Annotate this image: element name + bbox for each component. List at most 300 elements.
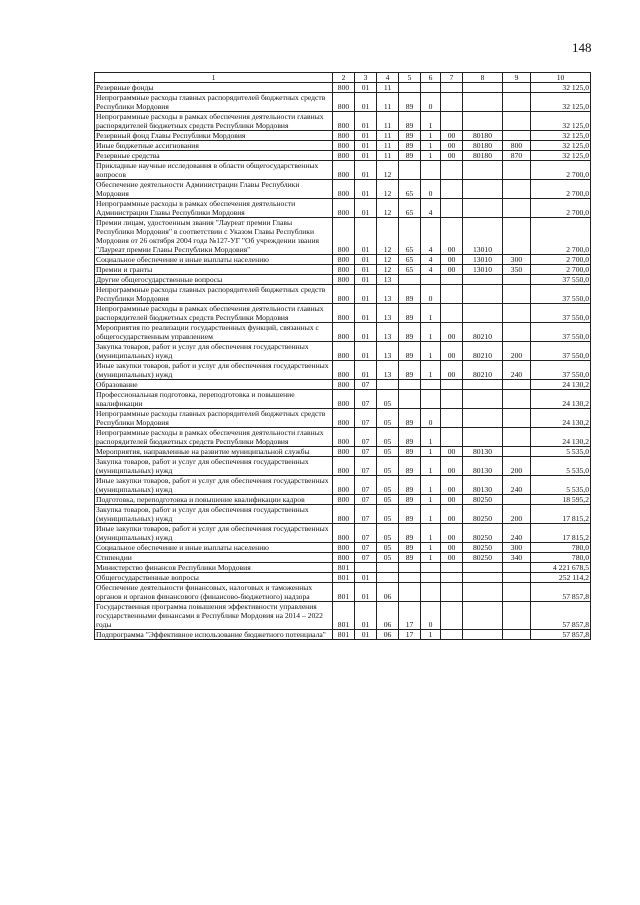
- table-row: [95, 285, 591, 304]
- code-cell: 200: [503, 505, 531, 524]
- code-cell: 01: [355, 630, 377, 640]
- code-cell: 00: [441, 447, 463, 457]
- row-name-cell: Подготовка, переподготовка и повышение квалификации кадров: [95, 495, 333, 505]
- code-cell: 07: [355, 553, 377, 563]
- row-name-cell: Иные бюджетные ассигнования: [95, 141, 333, 151]
- amount-cell: 32 125,0: [531, 112, 591, 131]
- code-cell: [503, 83, 531, 93]
- amount-cell: 57 857,8: [531, 583, 591, 602]
- row-name-cell: Резервные фонды: [95, 83, 333, 93]
- code-cell: 07: [355, 476, 377, 495]
- table-row: [95, 505, 591, 524]
- row-name-cell: Закупка товаров, работ и услуг для обеспечения государственных (муниципальных) нужд: [95, 505, 333, 524]
- table-row: [95, 361, 591, 380]
- code-cell: 00: [441, 151, 463, 161]
- code-cell: 12: [377, 199, 399, 218]
- table-row: [95, 573, 591, 583]
- row-name-cell: Резервные средства: [95, 151, 333, 161]
- code-cell: [421, 275, 441, 285]
- code-cell: 800: [333, 218, 355, 255]
- code-cell: 13: [377, 275, 399, 285]
- code-cell: [503, 199, 531, 218]
- row-name-cell: Непрограммные расходы в рамках обеспечения деятельности главных распорядителей бюджетных средств Республики Мордовия: [95, 428, 333, 447]
- code-cell: 05: [377, 476, 399, 495]
- code-cell: 07: [355, 524, 377, 543]
- code-cell: 200: [503, 457, 531, 476]
- code-cell: 01: [355, 583, 377, 602]
- code-cell: 800: [333, 83, 355, 93]
- code-cell: 89: [399, 131, 421, 141]
- code-cell: [503, 428, 531, 447]
- code-cell: 00: [441, 361, 463, 380]
- row-name-cell: Непрограммные расходы главных распорядителей бюджетных средств Республики Мордовия: [95, 409, 333, 428]
- code-cell: 07: [355, 409, 377, 428]
- code-cell: [503, 409, 531, 428]
- code-cell: [441, 161, 463, 180]
- code-cell: [377, 380, 399, 390]
- code-cell: 1: [421, 505, 441, 524]
- code-cell: 300: [503, 543, 531, 553]
- code-cell: 89: [399, 93, 421, 112]
- code-cell: [399, 583, 421, 602]
- code-cell: 800: [333, 447, 355, 457]
- code-cell: 01: [355, 131, 377, 141]
- code-cell: 800: [333, 323, 355, 342]
- code-cell: 89: [399, 409, 421, 428]
- table-row: [95, 428, 591, 447]
- code-cell: 01: [355, 323, 377, 342]
- code-cell: 800: [333, 141, 355, 151]
- table-row: [95, 161, 591, 180]
- code-cell: 1: [421, 151, 441, 161]
- code-cell: 89: [399, 151, 421, 161]
- amount-cell: 37 550,0: [531, 304, 591, 323]
- table-row: [95, 495, 591, 505]
- code-cell: 12: [377, 255, 399, 265]
- code-cell: 800: [333, 265, 355, 275]
- code-cell: 80250: [463, 524, 503, 543]
- code-cell: 800: [333, 161, 355, 180]
- table-header-row: [95, 73, 591, 83]
- code-cell: 00: [441, 495, 463, 505]
- code-cell: 01: [355, 218, 377, 255]
- code-cell: 65: [399, 218, 421, 255]
- row-name-cell: Непрограммные расходы в рамках обеспечения деятельности главных распорядителей бюджетных средств Республики Мордовия: [95, 112, 333, 131]
- code-cell: 89: [399, 543, 421, 553]
- code-cell: 1: [421, 495, 441, 505]
- code-cell: 1: [421, 342, 441, 361]
- code-cell: 240: [503, 524, 531, 543]
- code-cell: [463, 180, 503, 199]
- code-cell: [503, 630, 531, 640]
- code-cell: 12: [377, 161, 399, 180]
- column-header: 6: [421, 73, 441, 83]
- row-name-cell: Образование: [95, 380, 333, 390]
- code-cell: 89: [399, 476, 421, 495]
- code-cell: 00: [441, 553, 463, 563]
- table-row: [95, 409, 591, 428]
- code-cell: 800: [333, 131, 355, 141]
- code-cell: 13: [377, 361, 399, 380]
- code-cell: 801: [333, 630, 355, 640]
- code-cell: [463, 573, 503, 583]
- code-cell: [441, 275, 463, 285]
- code-cell: 65: [399, 199, 421, 218]
- code-cell: 89: [399, 285, 421, 304]
- code-cell: 1: [421, 447, 441, 457]
- code-cell: [463, 275, 503, 285]
- code-cell: [399, 380, 421, 390]
- code-cell: 80210: [463, 361, 503, 380]
- row-name-cell: Непрограммные расходы в рамках обеспечения деятельности Администрации Главы Республики Мордовия: [95, 199, 333, 218]
- row-name-cell: Другие общегосударственные вопросы: [95, 275, 333, 285]
- amount-cell: 24 130,2: [531, 380, 591, 390]
- code-cell: 240: [503, 476, 531, 495]
- code-cell: [399, 390, 421, 409]
- code-cell: [421, 390, 441, 409]
- column-header: 10: [531, 73, 591, 83]
- code-cell: 89: [399, 457, 421, 476]
- code-cell: [503, 390, 531, 409]
- column-header: 7: [441, 73, 463, 83]
- code-cell: [441, 93, 463, 112]
- table-body: [95, 83, 591, 640]
- code-cell: 07: [355, 505, 377, 524]
- row-name-cell: Профессиональная подготовка, переподготовка и повышение квалификации: [95, 390, 333, 409]
- row-name-cell: Общегосударственные вопросы: [95, 573, 333, 583]
- column-header: 8: [463, 73, 503, 83]
- code-cell: 00: [441, 543, 463, 553]
- code-cell: 00: [441, 255, 463, 265]
- code-cell: 01: [355, 255, 377, 265]
- amount-cell: 57 857,8: [531, 602, 591, 630]
- row-name-cell: Государственная программа повышения эффективности управления государственными финансами в Республике Мордовия на 2014 – 2022 годы: [95, 602, 333, 630]
- table-row: [95, 583, 591, 602]
- code-cell: 05: [377, 409, 399, 428]
- code-cell: 00: [441, 141, 463, 151]
- code-cell: 800: [333, 275, 355, 285]
- table-row: [95, 524, 591, 543]
- code-cell: 00: [441, 342, 463, 361]
- code-cell: 00: [441, 131, 463, 141]
- code-cell: [463, 285, 503, 304]
- code-cell: 800: [333, 543, 355, 553]
- code-cell: 07: [355, 390, 377, 409]
- code-cell: 80210: [463, 323, 503, 342]
- code-cell: 800: [333, 151, 355, 161]
- row-name-cell: Иные закупки товаров, работ и услуг для обеспечения государственных (муниципальных) нужд: [95, 524, 333, 543]
- code-cell: [441, 602, 463, 630]
- row-name-cell: Мероприятия по реализации государственных функций, связанных с общегосударственным управлением: [95, 323, 333, 342]
- code-cell: 07: [355, 543, 377, 553]
- table-row: [95, 553, 591, 563]
- row-name-cell: Социальное обеспечение и иные выплаты населению: [95, 543, 333, 553]
- code-cell: 11: [377, 83, 399, 93]
- code-cell: 00: [441, 476, 463, 495]
- amount-cell: 2 700,0: [531, 199, 591, 218]
- code-cell: 13: [377, 304, 399, 323]
- table-row: [95, 323, 591, 342]
- code-cell: [441, 630, 463, 640]
- code-cell: 800: [503, 141, 531, 151]
- code-cell: [503, 447, 531, 457]
- code-cell: 01: [355, 275, 377, 285]
- code-cell: [503, 131, 531, 141]
- code-cell: 80130: [463, 457, 503, 476]
- code-cell: [463, 563, 503, 573]
- code-cell: [463, 409, 503, 428]
- code-cell: [355, 563, 377, 573]
- row-name-cell: Премии лицам, удостоенным звания "Лауреат премии Главы Республики Мордовия" в соответствии с Указом Главы Республики Мордовия от 26 октября 2004 года №127-УГ "Об учреждении звания "Лауреат премии Главы Республики Мордовия": [95, 218, 333, 255]
- code-cell: 11: [377, 112, 399, 131]
- amount-cell: 57 857,8: [531, 630, 591, 640]
- code-cell: 12: [377, 180, 399, 199]
- code-cell: 00: [441, 457, 463, 476]
- amount-cell: 37 550,0: [531, 342, 591, 361]
- code-cell: [463, 83, 503, 93]
- code-cell: 89: [399, 524, 421, 543]
- table-row: [95, 265, 591, 275]
- code-cell: 0: [421, 285, 441, 304]
- code-cell: [463, 630, 503, 640]
- code-cell: 80250: [463, 543, 503, 553]
- row-name-cell: Мероприятия, направленные на развитие муниципальной службы: [95, 447, 333, 457]
- row-name-cell: Иные закупки товаров, работ и услуг для обеспечения государственных (муниципальных) нужд: [95, 361, 333, 380]
- code-cell: 01: [355, 199, 377, 218]
- code-cell: 200: [503, 342, 531, 361]
- table-row: [95, 93, 591, 112]
- code-cell: 01: [355, 161, 377, 180]
- code-cell: 4: [421, 199, 441, 218]
- code-cell: 01: [355, 265, 377, 275]
- code-cell: 89: [399, 323, 421, 342]
- row-name-cell: Подпрограмма "Эффективное использование бюджетного потенциала": [95, 630, 333, 640]
- table-row: [95, 112, 591, 131]
- code-cell: 80250: [463, 495, 503, 505]
- amount-cell: 32 125,0: [531, 151, 591, 161]
- code-cell: [421, 563, 441, 573]
- code-cell: 1: [421, 524, 441, 543]
- code-cell: 11: [377, 131, 399, 141]
- code-cell: [441, 390, 463, 409]
- code-cell: 0: [421, 409, 441, 428]
- code-cell: 65: [399, 265, 421, 275]
- code-cell: [441, 428, 463, 447]
- code-cell: [421, 83, 441, 93]
- code-cell: 01: [355, 83, 377, 93]
- column-header: 9: [503, 73, 531, 83]
- code-cell: [503, 573, 531, 583]
- amount-cell: 2 700,0: [531, 218, 591, 255]
- code-cell: [503, 563, 531, 573]
- code-cell: 4: [421, 265, 441, 275]
- table-row: [95, 390, 591, 409]
- code-cell: 13010: [463, 218, 503, 255]
- code-cell: 80180: [463, 131, 503, 141]
- code-cell: 06: [377, 602, 399, 630]
- code-cell: 800: [333, 180, 355, 199]
- column-header: 4: [377, 73, 399, 83]
- row-name-cell: Прикладные научные исследования в области общегосударственных вопросов: [95, 161, 333, 180]
- code-cell: 1: [421, 428, 441, 447]
- code-cell: 1: [421, 630, 441, 640]
- code-cell: 0: [421, 93, 441, 112]
- amount-cell: 4 221 678,5: [531, 563, 591, 573]
- code-cell: 80250: [463, 505, 503, 524]
- code-cell: 870: [503, 151, 531, 161]
- amount-cell: 5 535,0: [531, 447, 591, 457]
- code-cell: 80130: [463, 476, 503, 495]
- code-cell: 0: [421, 180, 441, 199]
- code-cell: [463, 390, 503, 409]
- code-cell: [441, 83, 463, 93]
- code-cell: 07: [355, 447, 377, 457]
- column-header: 2: [333, 73, 355, 83]
- code-cell: 05: [377, 457, 399, 476]
- amount-cell: 37 550,0: [531, 285, 591, 304]
- code-cell: 1: [421, 131, 441, 141]
- amount-cell: 252 114,2: [531, 573, 591, 583]
- code-cell: 800: [333, 361, 355, 380]
- code-cell: [503, 495, 531, 505]
- row-name-cell: Министерство финансов Республики Мордовия: [95, 563, 333, 573]
- code-cell: [463, 304, 503, 323]
- code-cell: [503, 583, 531, 602]
- code-cell: 1: [421, 304, 441, 323]
- amount-cell: 5 535,0: [531, 457, 591, 476]
- code-cell: 800: [333, 428, 355, 447]
- code-cell: 13010: [463, 255, 503, 265]
- code-cell: 1: [421, 553, 441, 563]
- row-name-cell: Резервный фонд Главы Республики Мордовия: [95, 131, 333, 141]
- code-cell: [377, 573, 399, 583]
- table-row: [95, 151, 591, 161]
- code-cell: [441, 304, 463, 323]
- code-cell: 05: [377, 553, 399, 563]
- row-name-cell: Закупка товаров, работ и услуг для обеспечения государственных (муниципальных) нужд: [95, 342, 333, 361]
- code-cell: 800: [333, 199, 355, 218]
- amount-cell: 2 700,0: [531, 255, 591, 265]
- amount-cell: 2 700,0: [531, 180, 591, 199]
- table-row: [95, 255, 591, 265]
- code-cell: 13: [377, 342, 399, 361]
- code-cell: 89: [399, 342, 421, 361]
- code-cell: 1: [421, 323, 441, 342]
- code-cell: 12: [377, 265, 399, 275]
- code-cell: 01: [355, 573, 377, 583]
- code-cell: 89: [399, 112, 421, 131]
- amount-cell: 780,0: [531, 553, 591, 563]
- code-cell: 80180: [463, 151, 503, 161]
- code-cell: [421, 573, 441, 583]
- code-cell: 11: [377, 151, 399, 161]
- code-cell: 11: [377, 93, 399, 112]
- code-cell: 801: [333, 573, 355, 583]
- code-cell: [463, 428, 503, 447]
- table-row: [95, 563, 591, 573]
- code-cell: 801: [333, 602, 355, 630]
- code-cell: 800: [333, 495, 355, 505]
- code-cell: 01: [355, 151, 377, 161]
- table-row: [95, 630, 591, 640]
- amount-cell: 32 125,0: [531, 83, 591, 93]
- code-cell: 89: [399, 361, 421, 380]
- column-header: 1: [95, 73, 333, 83]
- code-cell: [503, 285, 531, 304]
- amount-cell: 17 815,2: [531, 524, 591, 543]
- code-cell: 13010: [463, 265, 503, 275]
- code-cell: 80130: [463, 447, 503, 457]
- table-row: [95, 457, 591, 476]
- row-name-cell: Премии и гранты: [95, 265, 333, 275]
- code-cell: 1: [421, 543, 441, 553]
- table-row: [95, 380, 591, 390]
- code-cell: 05: [377, 505, 399, 524]
- code-cell: 01: [355, 180, 377, 199]
- code-cell: 800: [333, 553, 355, 563]
- code-cell: 01: [355, 304, 377, 323]
- code-cell: 80180: [463, 141, 503, 151]
- row-name-cell: Обеспечение деятельности Администрации Главы Республики Мордовия: [95, 180, 333, 199]
- code-cell: [503, 275, 531, 285]
- code-cell: 300: [503, 255, 531, 265]
- code-cell: [441, 285, 463, 304]
- code-cell: [441, 199, 463, 218]
- code-cell: [377, 563, 399, 573]
- code-cell: 06: [377, 583, 399, 602]
- code-cell: 1: [421, 112, 441, 131]
- table-row: [95, 131, 591, 141]
- amount-cell: 24 130,2: [531, 428, 591, 447]
- row-name-cell: Закупка товаров, работ и услуг для обеспечения государственных (муниципальных) нужд: [95, 457, 333, 476]
- code-cell: 800: [333, 380, 355, 390]
- code-cell: 89: [399, 495, 421, 505]
- row-name-cell: Иные закупки товаров, работ и услуг для обеспечения государственных (муниципальных) нужд: [95, 476, 333, 495]
- code-cell: 4: [421, 218, 441, 255]
- amount-cell: 32 125,0: [531, 141, 591, 151]
- code-cell: 07: [355, 380, 377, 390]
- table-row: [95, 447, 591, 457]
- code-cell: 07: [355, 457, 377, 476]
- code-cell: [463, 161, 503, 180]
- amount-cell: 24 130,2: [531, 409, 591, 428]
- code-cell: 05: [377, 390, 399, 409]
- code-cell: 1: [421, 457, 441, 476]
- code-cell: 01: [355, 602, 377, 630]
- code-cell: [463, 199, 503, 218]
- amount-cell: 18 595,2: [531, 495, 591, 505]
- code-cell: [421, 161, 441, 180]
- code-cell: [441, 583, 463, 602]
- column-header: 5: [399, 73, 421, 83]
- table-row: [95, 342, 591, 361]
- code-cell: [441, 112, 463, 131]
- code-cell: 01: [355, 141, 377, 151]
- code-cell: 07: [355, 495, 377, 505]
- code-cell: 01: [355, 93, 377, 112]
- code-cell: 801: [333, 563, 355, 573]
- code-cell: [399, 563, 421, 573]
- code-cell: 65: [399, 255, 421, 265]
- code-cell: 800: [333, 390, 355, 409]
- amount-cell: 24 130,2: [531, 390, 591, 409]
- code-cell: 340: [503, 553, 531, 563]
- amount-cell: 780,0: [531, 543, 591, 553]
- code-cell: 13: [377, 323, 399, 342]
- amount-cell: 37 550,0: [531, 361, 591, 380]
- code-cell: 17: [399, 630, 421, 640]
- amount-cell: 32 125,0: [531, 131, 591, 141]
